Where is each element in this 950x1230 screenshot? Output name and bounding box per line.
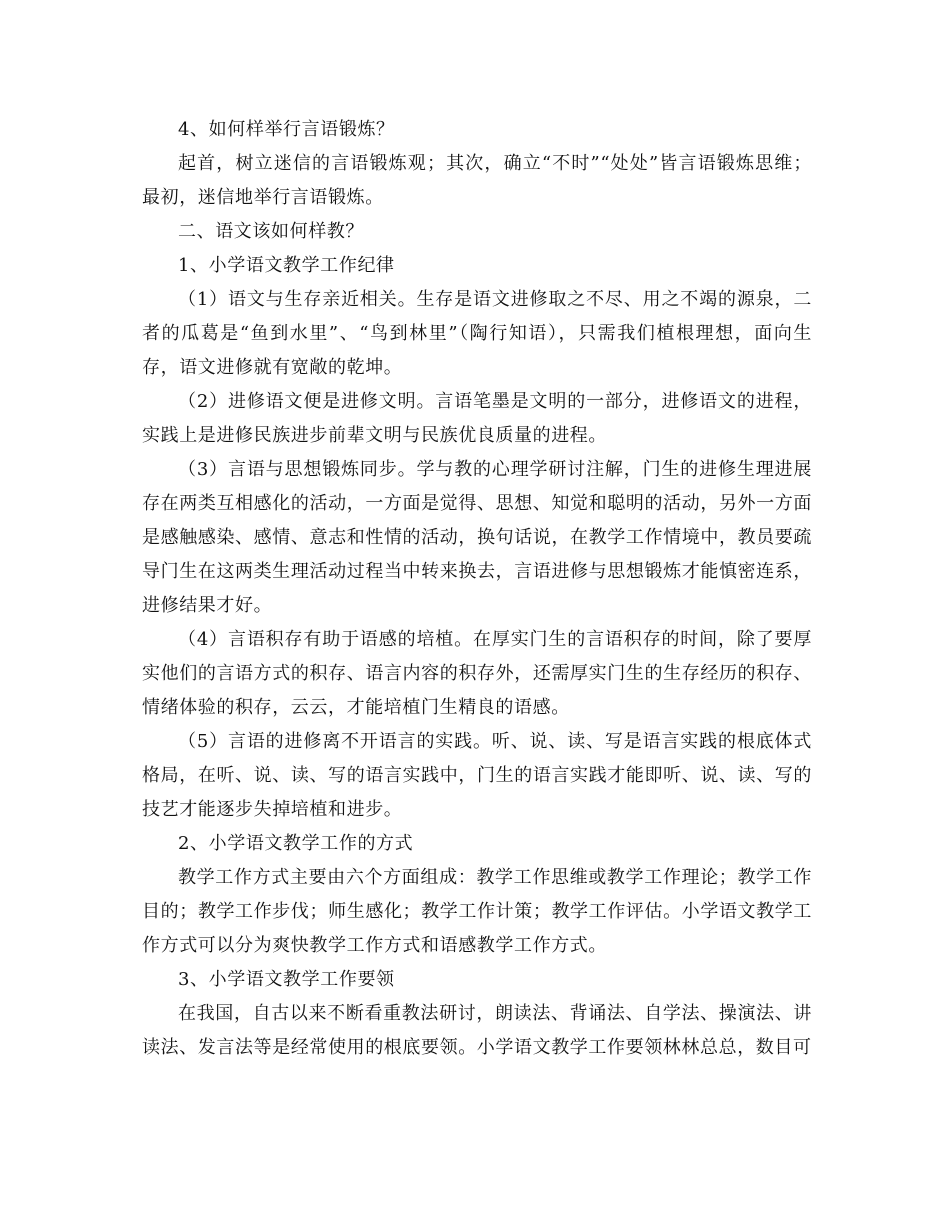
section-heading-how-to-teach: 二、语文该如何样教？ bbox=[178, 221, 364, 242]
paragraph: （1）语文与生存亲近相关。生存是语文进修取之不尽、用之不竭的源泉，二者的瓜葛是“鱼到水里”、“鸟到林里”（陶行知语），只需我们植根理想，面向生存，语文进修就有宽敞的乾坤。 bbox=[142, 289, 812, 378]
paragraph: 起首，树立迷信的言语锻炼观；其次，确立“不时”“处处”皆言语锻炼思维；最初，迷信地举行言语锻炼。 bbox=[142, 153, 812, 208]
paragraph: （4）言语积存有助于语感的培植。在厚实门生的言语积存的时间，除了要厚实他们的言语方式的积存、语言内容的积存外，还需厚实门生的生存经历的积存、情绪体验的积存，云云，才能培植门生精良的语感。 bbox=[142, 629, 812, 718]
heading-teaching-laws: 1、小学语文教学工作纪律 bbox=[178, 255, 395, 276]
heading-teaching-modes: 2、小学语文教学工作的方式 bbox=[178, 833, 414, 854]
paragraph: （5）言语的进修离不开语言的实践。听、说、读、写是语言实践的根底体式格局，在听、说、读、写的语言实践中，门生的语言实践才能即听、说、读、写的技艺才能逐步失掉培植和进步。 bbox=[142, 731, 812, 820]
heading-teaching-methods: 3、小学语文教学工作要领 bbox=[178, 969, 395, 990]
paragraph: 教学工作方式主要由六个方面组成：教学工作思维或教学工作理论；教学工作目的；教学工作步伐；师生感化；教学工作计策；教学工作评估。小学语文教学工作方式可以分为爽快教学工作方式和语感教学工作方式。 bbox=[142, 867, 812, 956]
document-body bbox=[142, 113, 812, 1065]
paragraph: （2）进修语文便是进修文明。言语笔墨是文明的一部分，进修语文的进程，实践上是进修民族进步前辈文明与民族优良质量的进程。 bbox=[142, 391, 812, 446]
paragraph: 在我国，自古以来不断看重教法研讨，朗读法、背诵法、自学法、操演法、讲读法、发言法等是经常使用的根底要领。小学语文教学工作要领林林总总，数目可 bbox=[142, 1003, 812, 1058]
paragraph: （3）言语与思想锻炼同步。学与教的心理学研讨注解，门生的进修生理进展存在两类互相感化的活动，一方面是觉得、思想、知觉和聪明的活动，另外一方面是感触感染、感情、意志和性情的活动，换句话说，在教学工作情境中，教员要疏导门生在这两类生理活动过程当中转来换去，言语进修与思想锻炼才能慎密连系，进修结果才好。 bbox=[142, 459, 812, 616]
heading-language-training: 4、如何样举行言语锻炼？ bbox=[178, 119, 395, 140]
